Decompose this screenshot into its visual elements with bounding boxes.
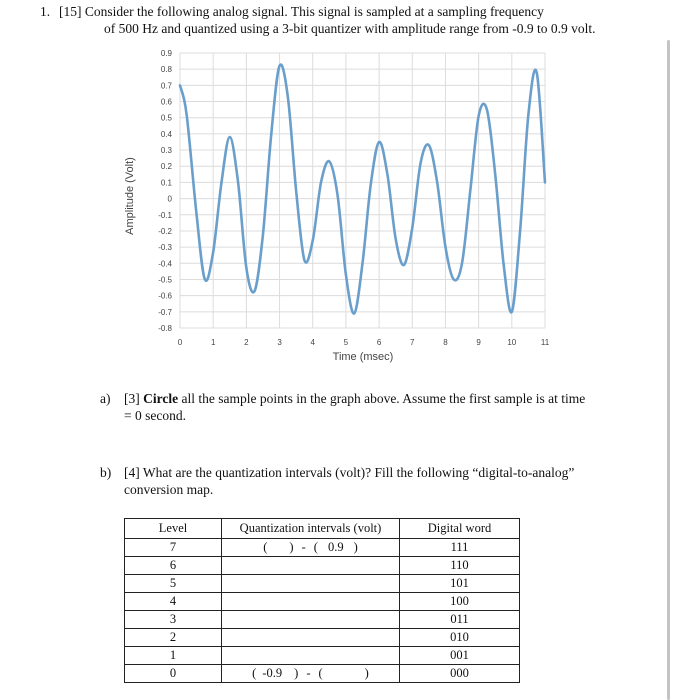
- part-a-points: [3]: [124, 391, 140, 406]
- y-tick-label: -0.1: [158, 210, 172, 220]
- table-row: [125, 629, 520, 647]
- interval-cell[interactable]: [222, 629, 400, 647]
- x-tick-labels: [178, 338, 550, 347]
- x-tick-label: 11: [540, 338, 550, 347]
- header-digital-word: Digital word: [400, 519, 520, 539]
- y-tick-label: 0.8: [160, 65, 172, 75]
- digital-word-cell: 110: [400, 557, 520, 575]
- part-a: [100, 390, 620, 424]
- level-cell: 7: [125, 539, 222, 557]
- digital-word-cell: 000: [400, 665, 520, 683]
- y-tick-label: -0.7: [158, 307, 172, 317]
- x-tick-label: 9: [476, 338, 481, 347]
- y-tick-label: 0.7: [160, 81, 172, 91]
- scrollbar[interactable]: [667, 40, 670, 700]
- level-cell: 3: [125, 611, 222, 629]
- level-cell: 1: [125, 647, 222, 665]
- x-tick-label: 0: [177, 338, 183, 347]
- y-tick-label: 0.3: [160, 146, 172, 156]
- y-tick-label: 0.1: [160, 178, 172, 188]
- digital-word-cell: 100: [400, 593, 520, 611]
- part-b-line-2: conversion map.: [124, 482, 214, 497]
- level-cell: 4: [125, 593, 222, 611]
- table-row: [125, 647, 520, 665]
- table-row: [125, 557, 520, 575]
- digital-word-cell: 101: [400, 575, 520, 593]
- x-tick-label: 8: [443, 338, 448, 347]
- table-row: [125, 593, 520, 611]
- chart-grid: [180, 53, 545, 328]
- level-cell: 5: [125, 575, 222, 593]
- x-tick-label: 2: [244, 338, 249, 347]
- level-cell: 2: [125, 629, 222, 647]
- table-header-row: [125, 519, 520, 539]
- part-a-line-1: all the sample points in the graph above. Assume the first sample is at time: [178, 391, 586, 406]
- y-tick-label: 0.2: [160, 162, 172, 172]
- y-tick-label: -0.6: [158, 291, 172, 301]
- y-tick-label: -0.2: [158, 226, 172, 236]
- interval-cell[interactable]: [222, 557, 400, 575]
- interval-cell[interactable]: [222, 611, 400, 629]
- x-axis-label: Time (msec): [332, 351, 394, 363]
- y-tick-label: 0.5: [160, 113, 172, 123]
- x-tick-label: 10: [507, 338, 517, 347]
- part-a-label: a): [100, 391, 111, 406]
- header-intervals: Quantization intervals (volt): [222, 519, 400, 539]
- y-axis-label: Amplitude (Volt): [124, 157, 136, 235]
- y-tick-label: -0.8: [158, 324, 172, 333]
- y-tick-label: -0.4: [158, 259, 172, 269]
- y-tick-label: 0: [167, 194, 172, 204]
- interval-cell[interactable]: ( ) - ( 0.9 ): [222, 539, 400, 557]
- interval-cell[interactable]: [222, 647, 400, 665]
- table-row: [125, 539, 520, 557]
- interval-cell[interactable]: [222, 593, 400, 611]
- y-tick-label: 0.6: [160, 97, 172, 107]
- x-tick-label: 6: [376, 338, 382, 347]
- interval-cell[interactable]: ( -0.9 ) - ( ): [222, 665, 400, 683]
- x-tick-label: 5: [343, 338, 349, 347]
- y-tick-label: 0.4: [160, 129, 172, 139]
- digital-word-cell: 011: [400, 611, 520, 629]
- question-line-2: of 500 Hz and quantized using a 3-bit quantizer with amplitude range from -0.9 to 0.9 volt.: [104, 21, 596, 36]
- part-b-label: b): [100, 465, 112, 480]
- table-row: [125, 665, 520, 683]
- part-a-bold-word: Circle: [143, 391, 179, 406]
- part-b-line-1: [4] What are the quantization intervals (volt)? Fill the following “digital-to-analog”: [124, 465, 575, 480]
- table-row: [125, 611, 520, 629]
- header-level: Level: [125, 519, 222, 539]
- digital-word-cell: 001: [400, 647, 520, 665]
- level-cell: 6: [125, 557, 222, 575]
- y-tick-label: -0.3: [158, 243, 172, 253]
- x-tick-label: 4: [310, 338, 315, 347]
- question-line-1: [15] Consider the following analog signal. This signal is sampled at a sampling frequency: [59, 4, 544, 19]
- level-cell: 0: [125, 665, 222, 683]
- part-a-line-2: = 0 second.: [124, 408, 186, 423]
- y-tick-label: -0.5: [158, 275, 172, 285]
- digital-word-cell: 010: [400, 629, 520, 647]
- table-row: [125, 575, 520, 593]
- x-tick-label: 7: [410, 338, 415, 347]
- y-tick-label: 0.9: [160, 49, 172, 58]
- x-tick-label: 1: [210, 338, 216, 347]
- part-b: [100, 464, 640, 498]
- interval-cell[interactable]: [222, 575, 400, 593]
- question-number: 1.: [40, 4, 51, 19]
- x-tick-label: 3: [277, 338, 282, 347]
- y-tick-labels: [158, 49, 172, 333]
- conversion-map-table: [124, 518, 520, 683]
- digital-word-cell: 111: [400, 539, 520, 557]
